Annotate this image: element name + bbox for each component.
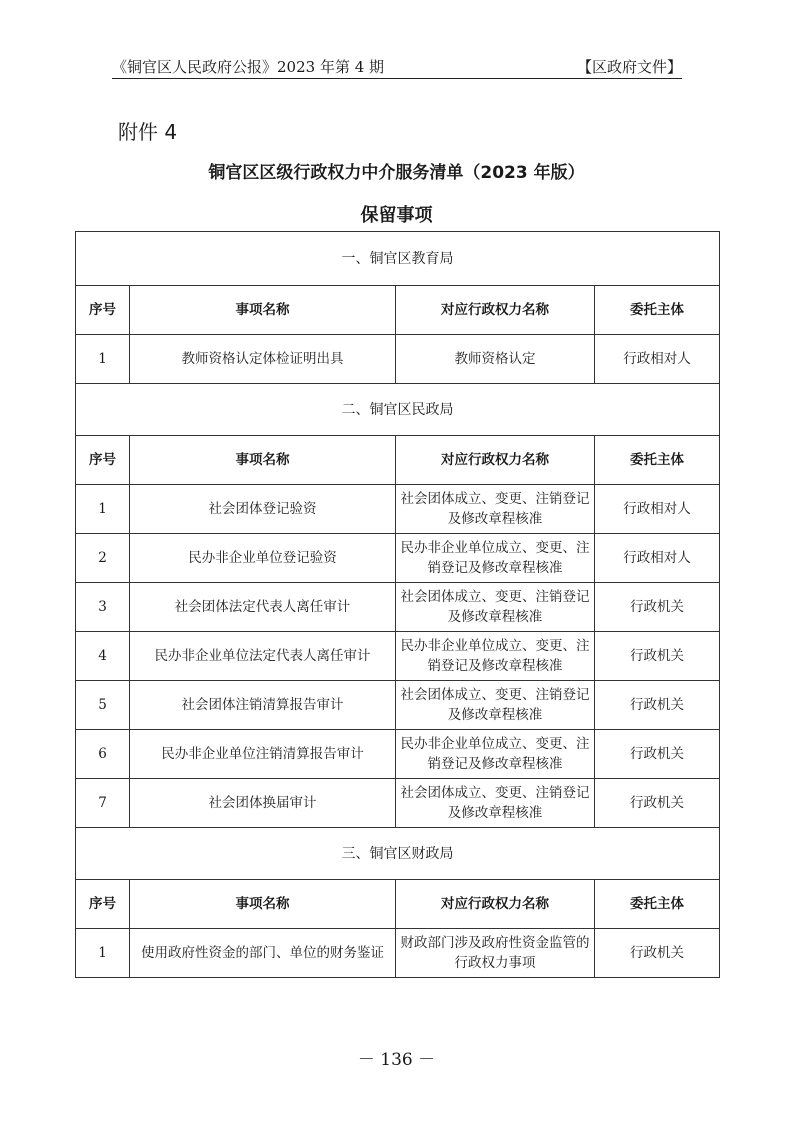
col-header-entrust: 委托主体 (595, 880, 720, 929)
table-row (76, 730, 720, 779)
section-heading: 三、铜官区财政局 (76, 828, 720, 880)
col-header-item: 事项名称 (130, 436, 396, 485)
cell-power-name: 社会团体成立、变更、注销登记及修改章程核准 (396, 485, 595, 534)
cell-number: 4 (76, 632, 130, 681)
cell-entrust-subject: 行政相对人 (595, 335, 720, 384)
cell-number: 2 (76, 534, 130, 583)
cell-power-name: 社会团体成立、变更、注销登记及修改章程核准 (396, 583, 595, 632)
section-heading-row (76, 384, 720, 436)
table-row (76, 681, 720, 730)
col-header-entrust: 委托主体 (595, 286, 720, 335)
cell-item-name: 使用政府性资金的部门、单位的财务鉴证 (130, 929, 396, 978)
table-row (76, 485, 720, 534)
table-row (76, 929, 720, 978)
cell-item-name: 社会团体登记验资 (130, 485, 396, 534)
cell-entrust-subject: 行政机关 (595, 779, 720, 828)
section-heading-row (76, 828, 720, 880)
cell-item-name: 教师资格认定体检证明出具 (130, 335, 396, 384)
col-header-entrust: 委托主体 (595, 436, 720, 485)
column-header-row (76, 880, 720, 929)
cell-item-name: 社会团体注销清算报告审计 (130, 681, 396, 730)
cell-entrust-subject: 行政相对人 (595, 485, 720, 534)
cell-item-name: 社会团体换届审计 (130, 779, 396, 828)
table-row (76, 632, 720, 681)
column-header-row (76, 436, 720, 485)
cell-power-name: 民办非企业单位成立、变更、注销登记及修改章程核准 (396, 730, 595, 779)
cell-item-name: 民办非企业单位法定代表人离任审计 (130, 632, 396, 681)
table-row (76, 583, 720, 632)
cell-number: 1 (76, 929, 130, 978)
cell-number: 7 (76, 779, 130, 828)
table-row (76, 335, 720, 384)
cell-entrust-subject: 行政机关 (595, 583, 720, 632)
cell-number: 6 (76, 730, 130, 779)
section-heading-row (76, 232, 720, 286)
cell-power-name: 社会团体成立、变更、注销登记及修改章程核准 (396, 779, 595, 828)
cell-item-name: 民办非企业单位注销清算报告审计 (130, 730, 396, 779)
cell-entrust-subject: 行政机关 (595, 681, 720, 730)
cell-item-name: 社会团体法定代表人离任审计 (130, 583, 396, 632)
cell-number: 3 (76, 583, 130, 632)
document-subtitle: 保留事项 (360, 205, 433, 226)
section-heading: 一、铜官区教育局 (76, 232, 720, 286)
cell-entrust-subject: 行政机关 (595, 730, 720, 779)
col-header-no: 序号 (76, 880, 130, 929)
cell-number: 1 (76, 485, 130, 534)
cell-power-name: 民办非企业单位成立、变更、注销登记及修改章程核准 (396, 632, 595, 681)
page-header (112, 56, 682, 79)
col-header-power: 对应行政权力名称 (396, 436, 595, 485)
table-row (76, 779, 720, 828)
cell-number: 5 (76, 681, 130, 730)
cell-power-name: 社会团体成立、变更、注销登记及修改章程核准 (396, 681, 595, 730)
cell-power-name: 财政部门涉及政府性资金监管的行政权力事项 (396, 929, 595, 978)
col-header-power: 对应行政权力名称 (396, 880, 595, 929)
header-journal-title: 《铜官区人民政府公报》2023 年第 4 期 (112, 58, 385, 76)
service-list-table (75, 231, 720, 978)
col-header-power: 对应行政权力名称 (396, 286, 595, 335)
page-number: － 136 － (357, 1050, 436, 1070)
col-header-no: 序号 (76, 286, 130, 335)
cell-entrust-subject: 行政机关 (595, 929, 720, 978)
col-header-item: 事项名称 (130, 286, 396, 335)
col-header-no: 序号 (76, 436, 130, 485)
col-header-item: 事项名称 (130, 880, 396, 929)
cell-power-name: 教师资格认定 (396, 335, 595, 384)
cell-entrust-subject: 行政相对人 (595, 534, 720, 583)
cell-power-name: 民办非企业单位成立、变更、注销登记及修改章程核准 (396, 534, 595, 583)
cell-entrust-subject: 行政机关 (595, 632, 720, 681)
document-title: 铜官区区级行政权力中介服务清单（2023 年版） (208, 163, 585, 183)
section-heading: 二、铜官区民政局 (76, 384, 720, 436)
header-section-label: 【区政府文件】 (576, 58, 682, 76)
column-header-row (76, 286, 720, 335)
cell-number: 1 (76, 335, 130, 384)
cell-item-name: 民办非企业单位登记验资 (130, 534, 396, 583)
attachment-label: 附件 4 (118, 120, 178, 144)
table-row (76, 534, 720, 583)
